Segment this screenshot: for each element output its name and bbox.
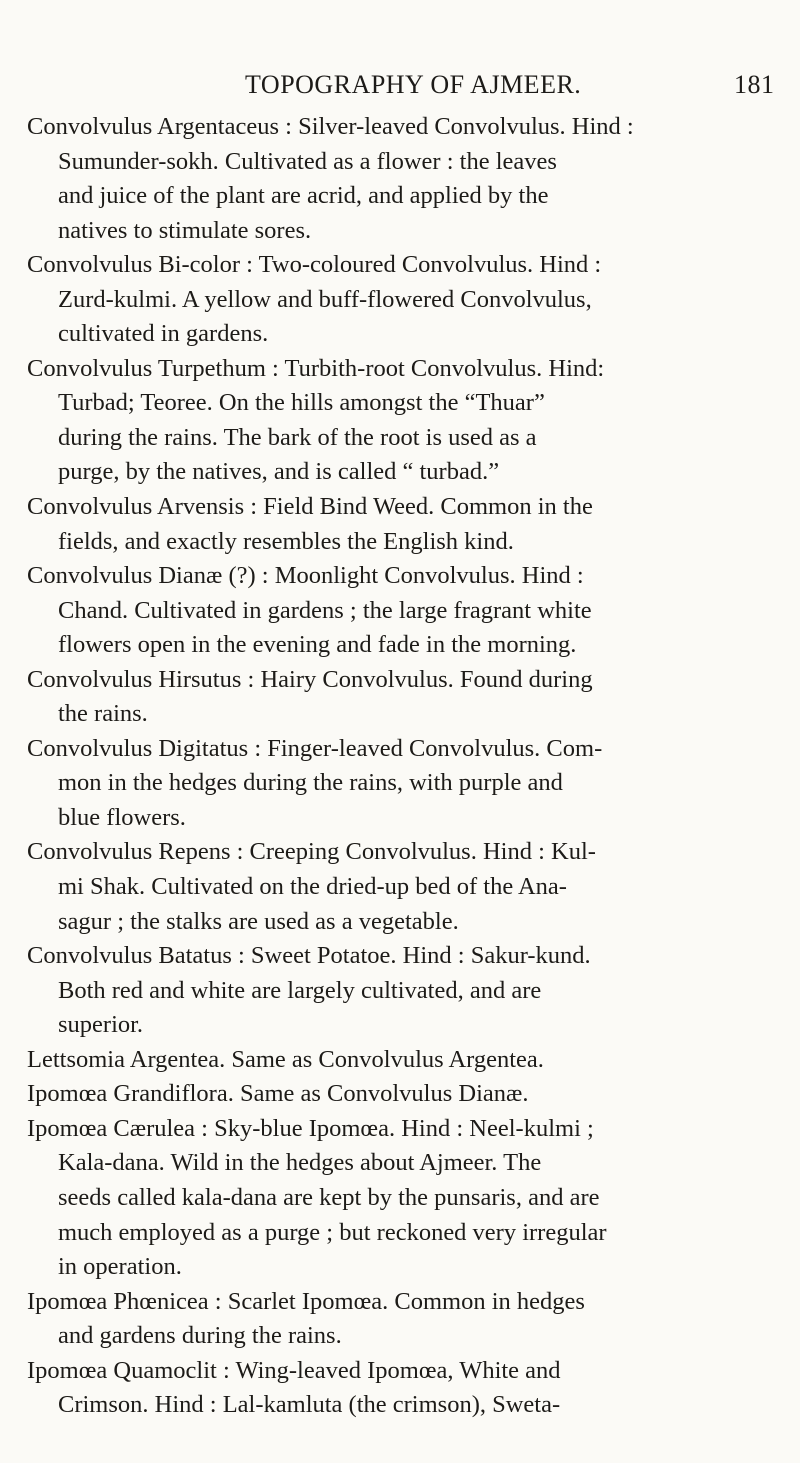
plant-entry <box>0 939 800 1043</box>
plant-entry <box>0 1112 800 1285</box>
entry-text-line: natives to stimulate sores. <box>58 216 312 244</box>
plant-entry <box>0 110 800 248</box>
plant-entry <box>0 663 800 732</box>
glossary-entries <box>0 110 800 1423</box>
entry-text-line: superior. <box>58 1011 144 1039</box>
page-header <box>0 70 800 106</box>
plant-entry <box>0 732 800 836</box>
entry-text-line: fields, and exactly resembles the English kind. <box>58 527 514 555</box>
entry-heading-line: Ipomœa Cærulea : Sky-blue Ipomœa. Hind : Neel-kulmi ; <box>27 1114 594 1142</box>
entry-text-line: blue flowers. <box>58 803 186 831</box>
plant-entry <box>0 1043 800 1078</box>
entry-heading-line: Convolvulus Digitatus : Finger-leaved Convolvulus. Com- <box>27 734 603 762</box>
entry-text-line: Both red and white are largely cultivated, and are <box>58 976 542 1004</box>
entry-text-line: the rains. <box>58 700 148 728</box>
entry-text-line: Turbad; Teoree. On the hills amongst the “Thuar” <box>58 389 545 417</box>
entry-heading-line: Convolvulus Arvensis : Field Bind Weed. Common in the <box>27 493 593 521</box>
entry-text-line: and gardens during the rains. <box>58 1322 342 1350</box>
entry-heading-line: Ipomœa Phœnicea : Scarlet Ipomœa. Common in hedges <box>27 1287 585 1315</box>
entry-text-line: Zurd-kulmi. A yellow and buff-flowered Convolvulus, <box>58 285 592 313</box>
entry-heading-line: Ipomœa Quamoclit : Wing-leaved Ipomœa, White and <box>27 1356 561 1384</box>
entry-text-line: Sumunder-sokh. Cultivated as a flower : the leaves <box>58 147 557 175</box>
plant-entry <box>0 835 800 939</box>
entry-text-line: during the rains. The bark of the root is used as a <box>58 423 537 451</box>
entry-text-line: Chand. Cultivated in gardens ; the large fragrant white <box>58 596 592 624</box>
entry-heading-line: Convolvulus Hirsutus : Hairy Convolvulus. Found during <box>27 665 593 693</box>
entry-text-line: mon in the hedges during the rains, with purple and <box>58 769 563 797</box>
entry-text-line: mi Shak. Cultivated on the dried-up bed of the Ana- <box>58 873 567 901</box>
plant-entry <box>0 1354 800 1423</box>
entry-heading-line: Convolvulus Argentaceus : Silver-leaved Convolvulus. Hind : <box>27 113 634 140</box>
entry-text-line: and juice of the plant are acrid, and applied by the <box>58 182 549 210</box>
plant-entry <box>0 559 800 663</box>
entry-text-line: cultivated in gardens. <box>58 320 269 348</box>
entry-heading-line: Convolvulus Dianæ (?) : Moonlight Convolvulus. Hind : <box>27 562 584 590</box>
plant-entry <box>0 490 800 559</box>
plant-entry <box>0 352 800 490</box>
plant-entry <box>0 1077 800 1112</box>
entry-heading-line: Lettsomia Argentea. Same as Convolvulus Argentea. <box>27 1045 544 1073</box>
entry-text-line: seeds called kala-dana are kept by the punsaris, and are <box>58 1183 600 1211</box>
page-number: 181 <box>734 70 775 99</box>
plant-entry <box>0 248 800 352</box>
entry-heading-line: Convolvulus Batatus : Sweet Potatoe. Hind : Sakur-kund. <box>27 942 591 970</box>
entry-text-line: flowers open in the evening and fade in the morning. <box>58 631 577 659</box>
entry-text-line: much employed as a purge ; but reckoned very irregular <box>58 1218 607 1246</box>
running-title: TOPOGRAPHY OF AJMEER. <box>245 70 582 99</box>
entry-text-line: purge, by the natives, and is called “ turbad.” <box>58 458 500 486</box>
entry-text-line: in operation. <box>58 1253 182 1281</box>
entry-text-line: Crimson. Hind : Lal-kamluta (the crimson), Sweta- <box>58 1391 561 1419</box>
entry-heading-line: Convolvulus Bi-color : Two-coloured Convolvulus. Hind : <box>27 251 602 279</box>
entry-text-line: Kala-dana. Wild in the hedges about Ajmeer. The <box>58 1149 542 1177</box>
entry-heading-line: Convolvulus Turpethum : Turbith-root Convolvulus. Hind: <box>27 354 605 382</box>
entry-text-line: sagur ; the stalks are used as a vegetable. <box>58 907 459 935</box>
entry-heading-line: Ipomœa Grandiflora. Same as Convolvulus Dianæ. <box>27 1080 529 1108</box>
entry-heading-line: Convolvulus Repens : Creeping Convolvulus. Hind : Kul- <box>27 838 596 866</box>
plant-entry <box>0 1285 800 1354</box>
